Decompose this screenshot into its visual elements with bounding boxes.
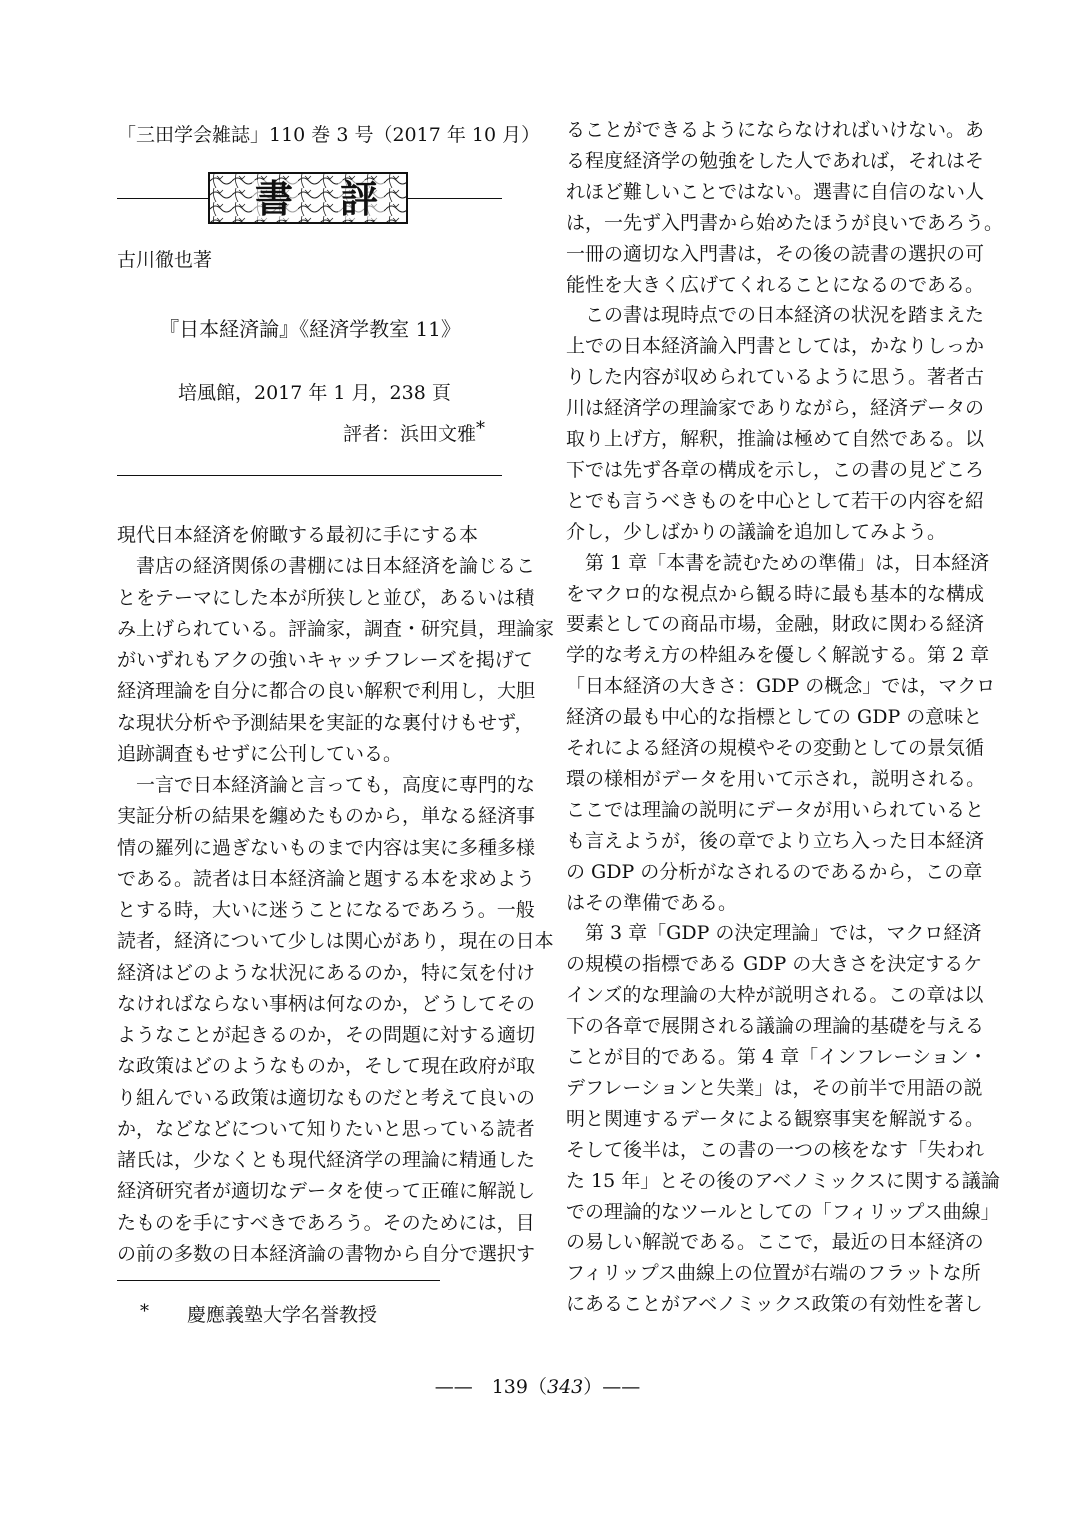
footnote-mark: *	[140, 1301, 149, 1322]
text-line: ことが目的である。第 4 章「インフレーション・	[566, 1046, 988, 1068]
text-line: とする時，大いに迷うことになるであろう。一般	[117, 899, 535, 921]
header-rule-left	[117, 198, 209, 199]
text-line: 書店の経済関係の書棚には日本経済を論じるこ	[117, 555, 536, 578]
book-author: 古川徹也著	[117, 249, 213, 271]
text-line: 川は経済学の理論家でありながら，経済データの	[566, 397, 985, 420]
text-line: 上での日本経済論入門書としては，かなりしっか	[566, 335, 985, 358]
text-line: 経済の最も中心的な指標としての GDP の意味と	[566, 706, 983, 729]
text-line: そして後半は，この書の一つの核をなす「失われ	[566, 1138, 985, 1161]
text-line: は，一先ず入門書から始めたほうが良いであろう。	[566, 211, 1004, 234]
text-line: デフレーションと失業」は，その前半で用語の説	[566, 1076, 983, 1099]
badge-char-2: 評	[340, 176, 379, 221]
text-line: とをテーマにした本が所狭しと並び，あるいは積	[117, 586, 535, 609]
text-line: 要素としての商品市場，金融，財政に関わる経済	[566, 613, 985, 636]
text-line: 「日本経済の大きさ：GDP の概念」では，マクロ	[566, 675, 996, 698]
text-line: 読者，経済について少しは関心があり，現在の日本	[117, 930, 554, 953]
text-line: た 15 年」とその後のアベノミックスに関する議論	[566, 1169, 1000, 1192]
text-line: る程度経済学の勉強をした人であれば，それはそ	[566, 149, 985, 172]
text-line: での理論的なツールとしての「フィリップス曲線」	[566, 1200, 1000, 1223]
text-line: 一言で日本経済論と言っても，高度に専門的な	[117, 774, 536, 796]
text-line: 経済理論を自分に都合の良い解釈で利用し，大胆	[117, 680, 536, 703]
text-line: りした内容が収められているように思う。著者古	[566, 366, 985, 389]
text-line: ることができるようにならなければいけない。あ	[566, 119, 985, 141]
text-line: の前の多数の日本経済論の書物から自分で選択す	[117, 1242, 536, 1265]
text-line: 取り上げ方，解釈，推論は極めて自然である。以	[566, 428, 985, 450]
text-line: か，などなどについて知りたいと思っている読者	[117, 1117, 535, 1140]
title-divider	[117, 475, 502, 476]
text-line: 経済研究者が適切なデータを使って正確に解説し	[117, 1180, 536, 1203]
text-line: をマクロ的な視点から観る時に最も基本的な構成	[566, 582, 985, 605]
text-line: 経済はどのような状況にあるのか，特に気を付け	[117, 961, 536, 984]
text-line: 諸氏は，少なくとも現代経済学の理論に精通した	[117, 1149, 536, 1171]
text-line: み上げられている。評論家，調査・研究員，理論家	[117, 617, 555, 640]
text-line: この書は現時点での日本経済の状況を踏まえた	[566, 304, 985, 327]
text-line: 下では先ず各章の構成を示し，この書の見どころ	[566, 458, 985, 481]
text-line: インズ的な理論の大枠が説明される。この章は以	[566, 984, 984, 1007]
section-heading: 現代日本経済を俯瞰する最初に手にする本	[117, 524, 479, 546]
text-line: である。読者は日本経済論と題する本を求めよう	[117, 867, 536, 890]
book-title: 『日本経済論』《経済学教室 11》	[159, 317, 461, 341]
badge-char-1: 書	[255, 176, 294, 221]
text-line: 学的な考え方の枠組みを優しく解説する。第 2 章	[566, 644, 990, 667]
page-dash-right: ——	[602, 1376, 641, 1398]
text-line: 第 3 章「GDP の決定理論」では，マクロ経済	[566, 922, 982, 945]
text-line: の易しい解説である。ここで，最近の日本経済の	[566, 1231, 984, 1254]
text-line: も言えようが，後の章でより立ち入った日本経済	[566, 829, 985, 852]
text-line: とでも言うべきものを中心として若干の内容を紹	[566, 489, 985, 512]
footnote-text: 慶應義塾大学名誉教授	[187, 1304, 378, 1326]
text-line: 介し，少しばかりの議論を追加してみよう。	[566, 520, 947, 543]
page-number-value: 139	[491, 1376, 528, 1398]
text-line: 環の様相がデータを用いて示され，説明される。	[566, 767, 986, 790]
text-line: がいずれもアクの強いキャッチフレーズを掲げて	[117, 649, 533, 671]
text-line: ここでは理論の説明にデータが用いられていると	[566, 798, 985, 821]
text-line: り組んでいる政策は適切なものだと考えて良いの	[117, 1086, 536, 1109]
reviewer	[343, 418, 485, 446]
text-line: 下の各章で展開される議論の理論的基礎を与える	[566, 1015, 985, 1038]
text-line: 明と関連するデータによる観察事実を解説する。	[566, 1107, 985, 1130]
text-line: 情の羅列に過ぎないものまで内容は実に多種多様	[117, 836, 536, 859]
section-badge-book-review	[208, 172, 408, 224]
text-line: な現状分析や予測結果を実証的な裏付けもせず，	[117, 711, 534, 734]
text-line: ようなことが起きるのか，その問題に対する適切	[117, 1024, 536, 1046]
page-number: —— 139（343）——	[434, 1376, 641, 1398]
text-line: れほど難しいことではない。選書に自信のない人	[566, 180, 985, 203]
text-line: なければならない事柄は何なのか，どうしてその	[117, 992, 536, 1015]
text-line: の規模の指標である GDP の大きさを決定するケ	[566, 953, 983, 976]
text-line: 第 1 章「本書を読むための準備」は，日本経済	[566, 551, 990, 574]
text-line: はその準備である。	[566, 891, 738, 914]
header-rule-right	[407, 198, 502, 199]
text-line: にあることがアベノミックス政策の有効性を著し	[566, 1293, 983, 1316]
wave-pattern-icon	[210, 174, 408, 224]
text-line: 実証分析の結果を纏めたものから，単なる経済事	[117, 805, 536, 828]
text-line: の GDP の分析がなされるのであるから，この章	[566, 860, 983, 883]
journal-citation: 「三田学会雑誌」110 巻 3 号（2017 年 10 月）	[117, 124, 541, 146]
text-line: な政策はどのようなものか，そして現在政府が取	[117, 1055, 536, 1078]
text-line: 一冊の適切な入門書は，その後の読書の選択の可	[566, 242, 985, 265]
text-line: たものを手にすべきであろう。そのためには，目	[117, 1211, 535, 1234]
footnote-rule	[117, 1280, 440, 1281]
text-line: 能性を大きく広げてくれることになるのである。	[566, 273, 985, 296]
text-line: フィリップス曲線上の位置が右端のフラットな所	[566, 1262, 981, 1285]
text-line: それによる経済の規模やその変動としての景気循	[566, 737, 985, 759]
reviewer-name: 評者：浜田文雅	[343, 423, 477, 445]
page-dash-left: ——	[434, 1376, 473, 1398]
book-publication-info: 培風館，2017 年 1 月，238 頁	[178, 382, 451, 404]
text-line: 追跡調査もせずに公刊している。	[117, 742, 403, 765]
page-number-total: 343	[547, 1376, 584, 1398]
footnote-ref: *	[476, 418, 486, 439]
